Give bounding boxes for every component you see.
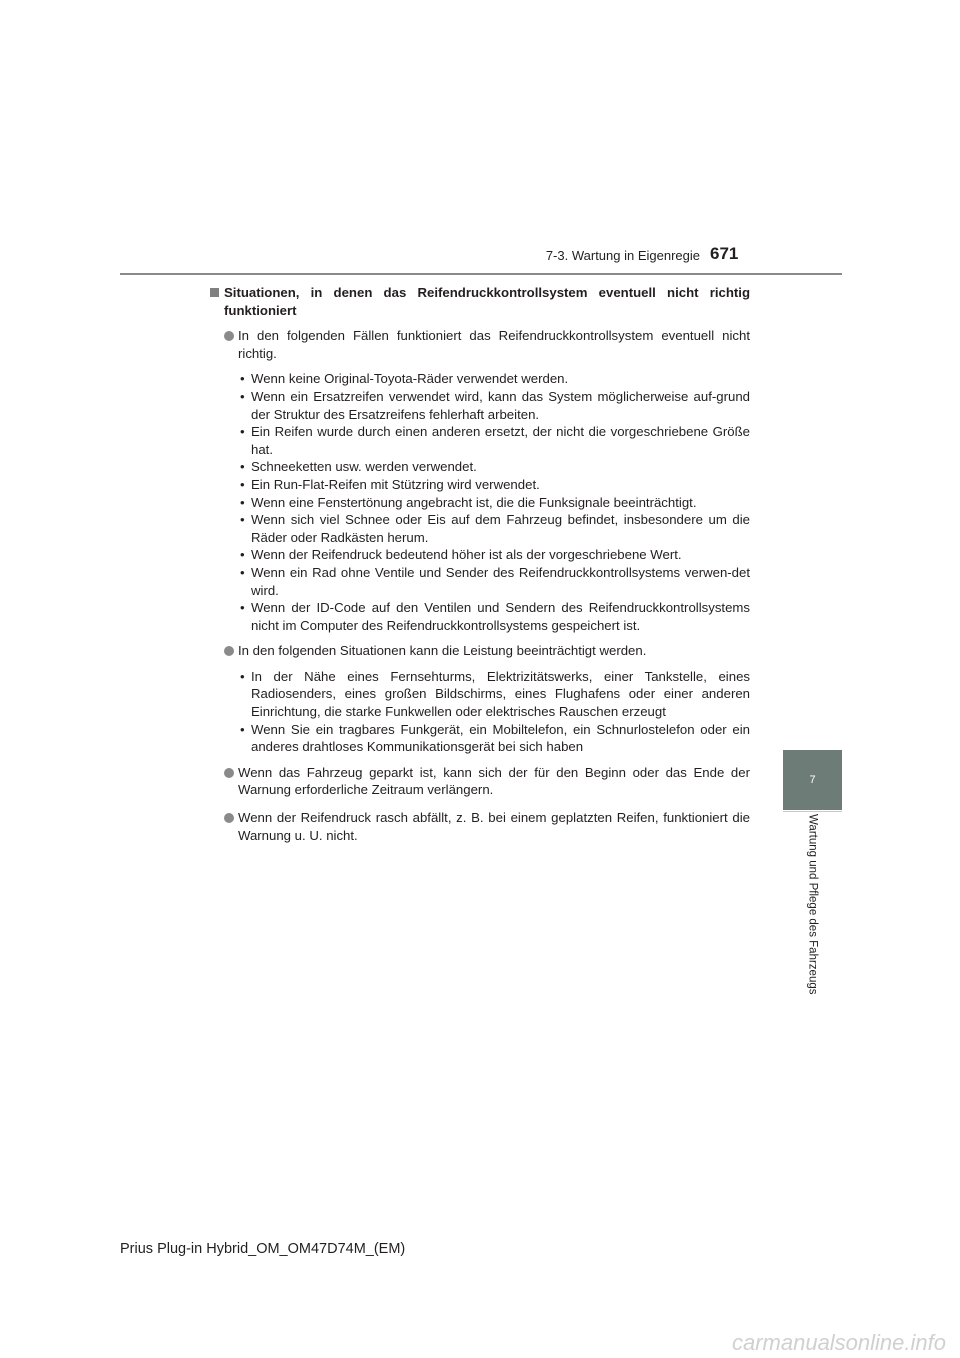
chapter-tab-title [783,814,842,1024]
footer-manual-id: Prius Plug-in Hybrid_OM_OM47D74M_(EM) [120,1241,406,1257]
sub-bullet-item [238,476,750,494]
sub-bullet-text: In der Nähe eines Fernsehturms, Elektrizitätswerks, einer Tankstelle, eines Radiosenders, eines großen Bildschirms, eines Flughafens oder einer anderen Einrichtung, die starke Funkwellen oder elektrisches Rauschen erzeugt [251,668,750,720]
main-content [210,284,750,844]
sub-bullet-item [238,599,750,634]
sub-bullet-text: Wenn Sie ein tragbares Funkgerät, ein Mobiltelefon, ein Schnurlostelefon oder ein anderes drahtloses Kommunikationsgerät bei sich haben [251,721,750,755]
chapter-tab-divider [783,811,842,812]
bullet-dot-icon: • [240,388,245,404]
sub-bullet-text: Wenn eine Fenstertönung angebracht ist, die die Funksignale beeinträchtigt. [251,494,697,510]
bullet-dot-icon: • [240,494,245,510]
circle-bullet-icon [224,331,234,341]
square-marker-icon [210,288,219,297]
sub-bullet-item [238,721,750,756]
sub-bullet-item [238,511,750,546]
sub-bullet-item [238,370,750,388]
header-divider [120,273,842,275]
bullet-dot-icon: • [240,459,245,475]
section-heading-text: Situationen, in denen das Reifendruckkontrollsystem eventuell nicht richtig funktioniert [224,285,750,318]
list-item-text: In den folgenden Fällen funktioniert das Reifendruckkontrollsystem eventuell nicht richtig. [238,328,750,361]
sub-bullet-item [238,668,750,721]
sub-bullet-text: Wenn keine Original-Toyota-Räder verwendet werden. [251,371,569,387]
sub-bullet-text: Ein Run-Flat-Reifen mit Stützring wird verwendet. [251,476,540,492]
circle-bullet-icon [224,813,234,823]
bullet-dot-icon: • [240,564,245,580]
sub-bullet-text: Wenn der ID-Code auf den Ventilen und Sendern des Reifendruckkontrollsystems nicht im Computer des Reifendruckkontrollsystems gespeichert ist. [251,600,750,633]
bullet-dot-icon: • [240,547,245,563]
sub-bullet-text: Wenn ein Rad ohne Ventile und Sender des Reifendruckkontrollsystems verwen-det wird. [251,564,750,598]
sub-bullet-item [238,564,750,599]
list-item [210,764,750,799]
bullet-dot-icon: • [240,512,245,528]
circle-bullet-icon [224,768,234,778]
list-item-text: Wenn das Fahrzeug geparkt ist, kann sich der für den Beginn oder das Ende der Warnung erforderliche Zeitraum verlängern. [238,764,750,798]
list-item-text: In den folgenden Situationen kann die Leistung beeinträchtigt werden. [238,643,647,659]
sub-bullet-list [210,668,750,756]
sub-bullet-list [210,370,750,634]
sub-bullet-text: Wenn sich viel Schnee oder Eis auf dem Fahrzeug befindet, insbesondere um die Räder oder Radkästen herum. [251,512,750,545]
sub-bullet-text: Schneeketten usw. werden verwendet. [251,459,477,475]
bullet-dot-icon: • [240,424,245,440]
list-item-text: Wenn der Reifendruck rasch abfällt, z. B. bei einem geplatzten Reifen, funktioniert die Warnung u. U. nicht. [238,810,750,843]
list-item [210,809,750,844]
chapter-tab-title-text: Wartung und Pflege des Fahrzeugs [806,814,819,995]
list-item [210,642,750,660]
bullet-dot-icon: • [240,600,245,616]
list-item [210,327,750,362]
header-section-title: 7-3. Wartung in Eigenregie [545,248,700,263]
section-heading [210,284,750,319]
chapter-tab-number: 7 [783,750,842,810]
watermark: carmanualsonline.info [731,1330,946,1355]
bullet-dot-icon: • [240,721,245,737]
sub-bullet-item [238,458,750,476]
sub-bullet-text: Wenn der Reifendruck bedeutend höher ist als der vorgeschriebene Wert. [251,547,682,563]
bullet-dot-icon: • [240,476,245,492]
sub-bullet-item [238,494,750,512]
bullet-dot-icon: • [240,371,245,387]
sub-bullet-item [238,546,750,564]
sub-bullet-item [238,388,750,423]
sub-bullet-text: Wenn ein Ersatzreifen verwendet wird, kann das System möglicherweise auf-grund der Struktur des Ersatzreifens fehlerhaft arbeiten. [251,388,750,422]
circle-bullet-icon [224,646,234,656]
bullet-dot-icon: • [240,668,245,684]
sub-bullet-item [238,423,750,458]
sub-bullet-text: Ein Reifen wurde durch einen anderen ersetzt, der nicht die vorgeschriebene Größe hat. [251,424,750,457]
page-number: 671 [710,244,739,263]
